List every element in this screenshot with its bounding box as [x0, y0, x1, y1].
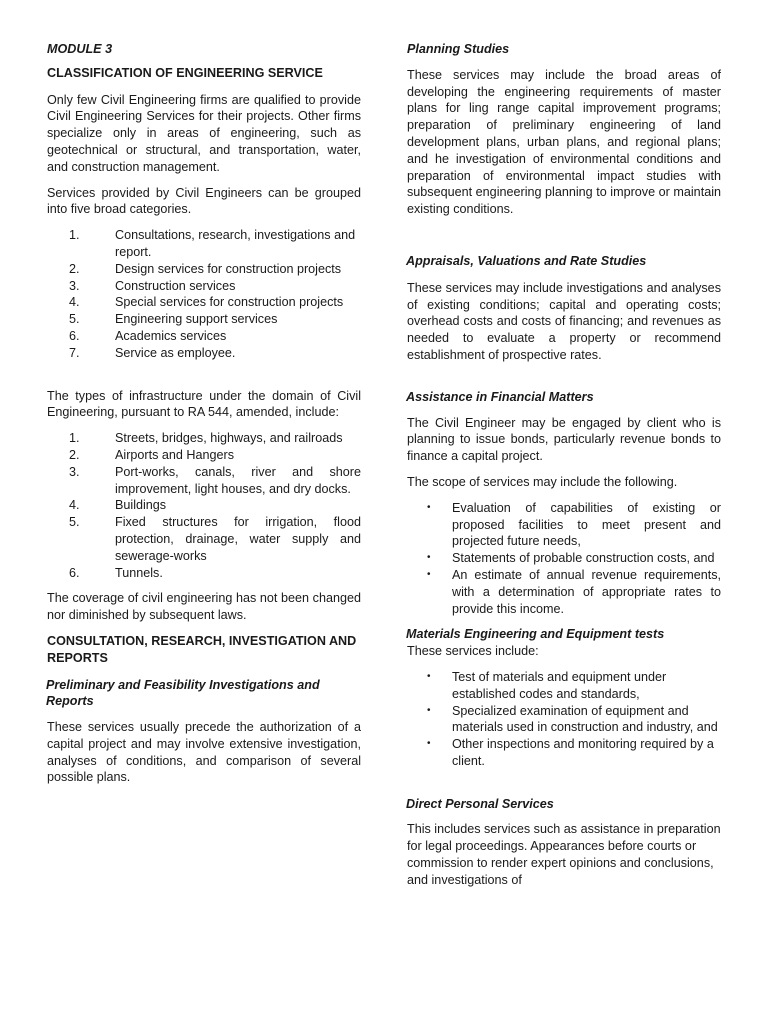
list-item-number: 1.	[69, 431, 80, 446]
list-item-number: 5.	[69, 312, 80, 327]
list-item-text: Airports and Hangers	[115, 447, 235, 462]
list-item-text: Construction services	[115, 278, 236, 293]
intro-paragraph: Only few Civil Engineering firms are qualified to provide Civil Engineering Services for their projects. Other firms specialize only in areas of engineering, such as geotechnical or structural, and transportation, water, and construction management.	[47, 92, 361, 174]
planning-heading: Planning Studies	[407, 42, 510, 56]
financial-heading: Assistance in Financial Matters	[406, 389, 594, 404]
bullet-item-text: Statements of probable construction costs, and	[452, 551, 715, 566]
bullet-item-text: Test of materials and equipment under established codes and standards,	[452, 669, 667, 701]
bullet-item-text: An estimate of annual revenue requirements, with a determination of appropriate rates to provide this income.	[452, 567, 721, 616]
list-item-number: 1.	[69, 228, 80, 243]
list-item	[47, 565, 361, 582]
list-item-text: Special services for construction projects	[115, 295, 344, 310]
infrastructure-list	[47, 430, 361, 581]
list-item-text: Buildings	[115, 498, 167, 513]
right-column	[407, 41, 721, 889]
bullet-item-text: Specialized examination of equipment and materials used in construction and industry, and	[452, 703, 718, 735]
list-item-text: Engineering support services	[115, 312, 278, 327]
list-item-number: 6.	[69, 328, 80, 343]
bullet-item	[407, 736, 721, 770]
bullet-item	[407, 567, 721, 617]
list-item-number: 2.	[69, 447, 80, 462]
direct-services-paragraph: This includes services such as assistance in preparation for legal proceedings. Appearances before courts or commission to render expert opinions and conclusions, and investigations of	[407, 822, 721, 887]
bullet-item	[407, 669, 721, 703]
list-item	[47, 311, 361, 328]
appraisals-paragraph: These services may include investigations and analyses of existing conditions; capital and operating costs; overhead costs and costs of financing; and revenues as needed to evaluate a property or recommend establishment of prospective rates.	[407, 280, 721, 362]
module-label: MODULE 3	[47, 42, 113, 56]
list-item-text: Tunnels.	[115, 565, 163, 580]
list-item-text: Consultations, research, investigations and report.	[115, 228, 356, 259]
list-item-text: Fixed structures for irrigation, flood protection, drainage, water supply and sewerage-works	[115, 515, 361, 563]
list-item	[47, 497, 361, 514]
left-column	[47, 41, 361, 786]
bullet-icon: •	[427, 552, 431, 564]
financial-paragraph: The Civil Engineer may be engaged by client who is planning to issue bonds, particularly revenue bonds to finance a capital project.	[407, 415, 721, 464]
bullet-item-text: Evaluation of capabilities of existing or proposed facilities to meet present and projected future needs,	[452, 500, 721, 549]
list-item-text: Streets, bridges, highways, and railroads	[115, 431, 343, 446]
list-item-text: Design services for construction projects	[115, 261, 342, 276]
list-item-number: 4.	[69, 295, 80, 310]
list-item-number: 3.	[69, 278, 80, 293]
bullet-icon: •	[427, 704, 431, 716]
scope-list	[407, 500, 721, 618]
preliminary-paragraph: These services usually precede the authorization of a capital project and may involve extensive investigation, analyses of conditions, and comparison of several possible plans.	[47, 720, 361, 785]
list-item-number: 6.	[69, 565, 80, 580]
list-item-number: 5.	[69, 515, 80, 530]
list-item-text: Service as employee.	[115, 345, 236, 360]
direct-services-heading: Direct Personal Services	[406, 796, 554, 811]
bullet-item	[407, 500, 721, 550]
list-item	[47, 430, 361, 447]
bullet-item	[407, 703, 721, 737]
bullet-icon: •	[427, 568, 431, 580]
list-item-text: Academics services	[115, 328, 227, 343]
consultation-heading: CONSULTATION, RESEARCH, INVESTIGATION AND REPORTS	[47, 633, 357, 665]
list-item	[47, 514, 361, 564]
services-list	[47, 227, 361, 361]
list-item-number: 7.	[69, 345, 80, 360]
list-item	[47, 278, 361, 295]
materials-intro: These services include:	[407, 644, 539, 659]
planning-paragraph: These services may include the broad areas of developing the engineering requirements of master plans for ling range capital improvement programs; preparation of preliminary engineering of land development plans, urban plans, and regional plans; and he investigation of environmental conditions and preparation of environmental impact studies with subsequent engineering planning to improve or maintain existing conditions.	[407, 67, 721, 217]
list-item	[47, 447, 361, 464]
list-item	[47, 464, 361, 498]
list-item	[47, 294, 361, 311]
list-item-number: 2.	[69, 261, 80, 276]
list-item-number: 4.	[69, 498, 80, 513]
bullet-item-text: Other inspections and monitoring required by a client.	[452, 737, 714, 768]
list-item	[47, 328, 361, 345]
services-paragraph: Services provided by Civil Engineers can be grouped into five broad categories.	[47, 185, 361, 217]
scope-paragraph: The scope of services may include the following.	[407, 474, 678, 489]
infrastructure-paragraph: The types of infrastructure under the domain of Civil Engineering, pursuant to RA 544, amended, include:	[47, 388, 361, 420]
appraisals-heading: Appraisals, Valuations and Rate Studies	[406, 253, 647, 268]
bullet-icon: •	[427, 738, 431, 750]
materials-heading: Materials Engineering and Equipment tests	[406, 627, 665, 642]
bullet-item	[407, 550, 721, 567]
list-item	[47, 345, 361, 362]
preliminary-heading: Preliminary and Feasibility Investigations and Reports	[46, 677, 320, 709]
bullet-icon: •	[427, 501, 431, 513]
bullet-icon: •	[427, 670, 431, 682]
list-item-text: Port-works, canals, river and shore improvement, light houses, and dry docks.	[115, 464, 361, 496]
list-item-number: 3.	[69, 464, 80, 479]
materials-list	[407, 669, 721, 770]
classification-heading: CLASSIFICATION OF ENGINEERING SERVICE	[47, 65, 323, 80]
coverage-paragraph: The coverage of civil engineering has not been changed nor diminished by subsequent laws.	[47, 591, 361, 623]
list-item	[47, 227, 361, 261]
list-item	[47, 261, 361, 278]
